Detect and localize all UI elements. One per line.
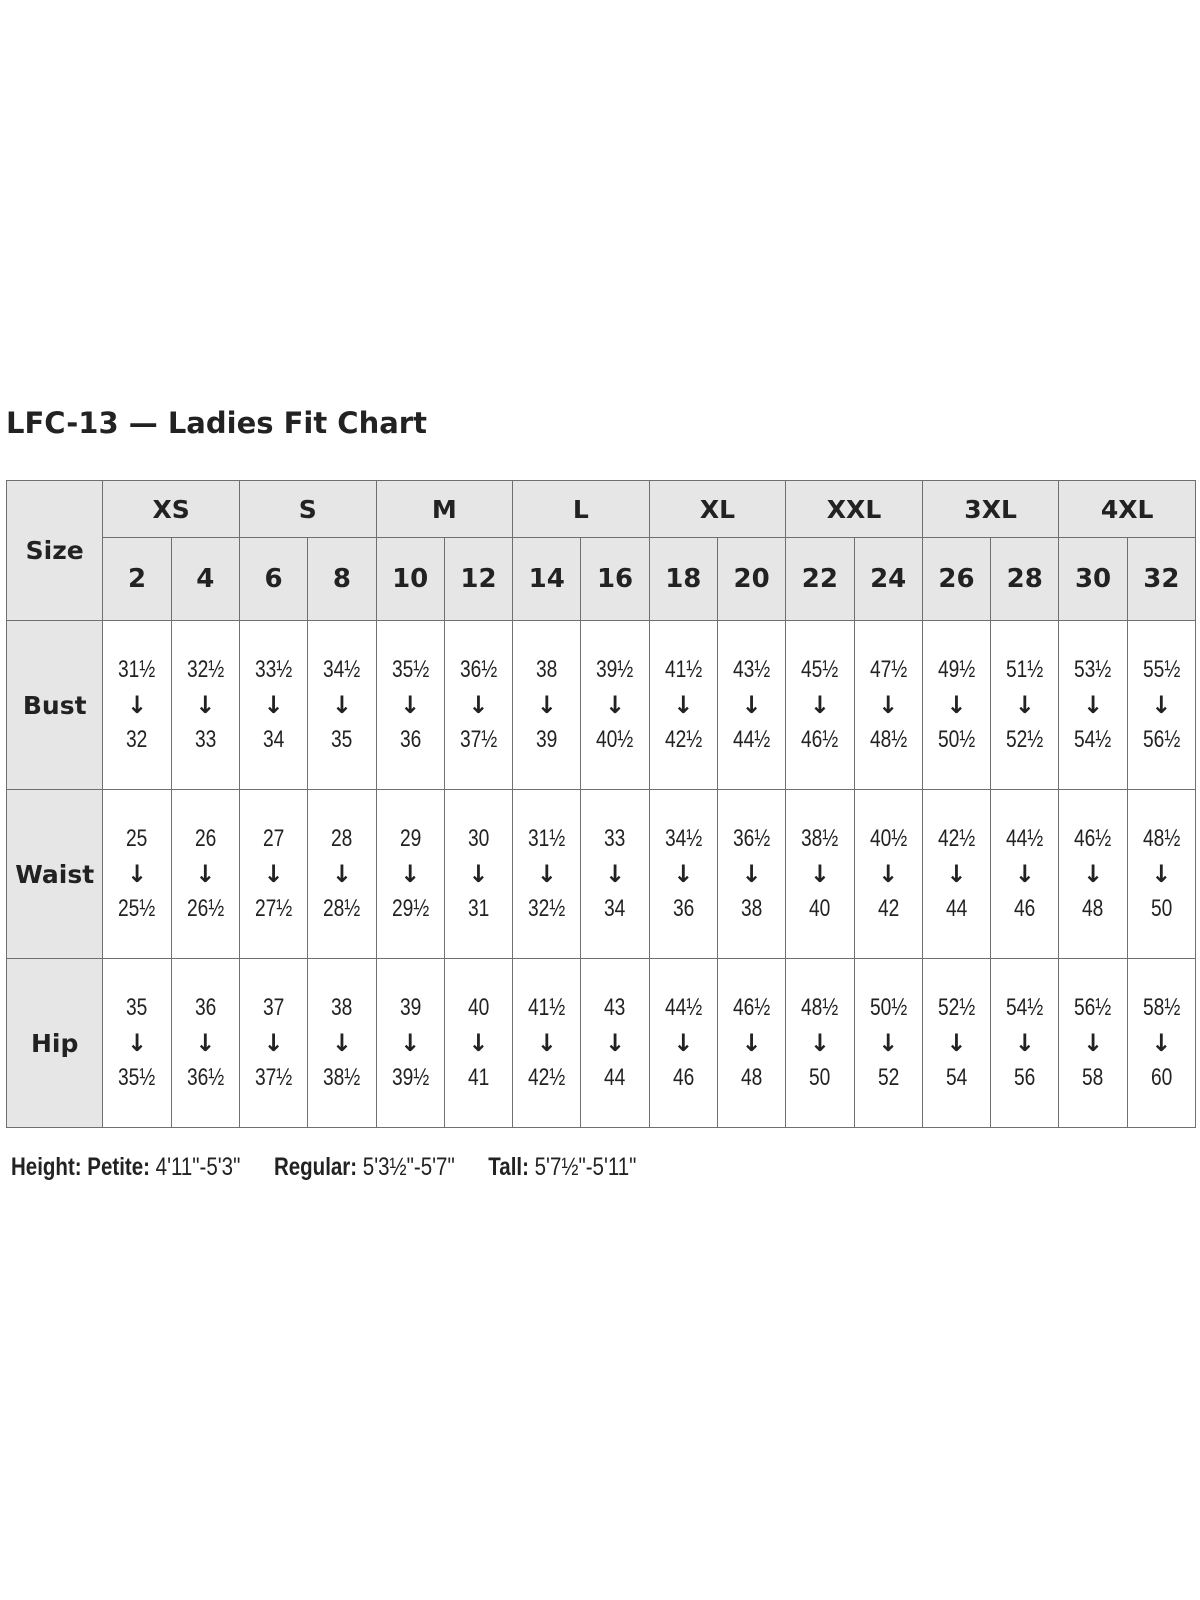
arrow-down-icon: ↓ [536, 860, 557, 888]
range-max: 46 [672, 1064, 694, 1091]
measurement-cell [376, 621, 444, 790]
measurement-row-hip [7, 959, 1196, 1128]
range-min: 36½ [732, 825, 771, 852]
arrow-down-icon: ↓ [1151, 860, 1172, 888]
measurement-cell [717, 959, 785, 1128]
measurement-cell [513, 621, 581, 790]
size-group-header: S [239, 481, 376, 538]
measurement-cell [1059, 621, 1127, 790]
measurement-row-waist [7, 790, 1196, 959]
range-min: 38½ [801, 825, 839, 852]
range-max: 34 [262, 726, 285, 753]
measurement-cell [717, 621, 785, 790]
measurement-cell [103, 790, 171, 959]
measurement-cell [239, 621, 307, 790]
tall-label: Tall: [488, 1153, 529, 1181]
range-max: 48 [1082, 895, 1104, 922]
range-max: 37½ [459, 726, 498, 753]
measurement-cell [581, 790, 649, 959]
arrow-down-icon: ↓ [126, 860, 148, 888]
range-max: 35½ [118, 1064, 156, 1091]
range-max: 42½ [528, 1064, 566, 1091]
size-header: Size [7, 481, 103, 621]
range-min: 42½ [937, 825, 976, 852]
size-number-header: 16 [581, 538, 649, 621]
height-label: Height: [11, 1153, 82, 1181]
size-number-header: 24 [854, 538, 922, 621]
range-min: 51½ [1006, 656, 1044, 683]
size-number-header: 32 [1127, 538, 1195, 621]
range-max: 60 [1150, 1064, 1173, 1091]
petite-label: Petite: [87, 1153, 150, 1181]
arrow-down-icon: ↓ [809, 1029, 830, 1057]
arrow-down-icon: ↓ [195, 860, 216, 888]
arrow-down-icon: ↓ [946, 1029, 967, 1057]
range-min: 37 [262, 994, 285, 1021]
size-number-header: 26 [922, 538, 990, 621]
arrow-down-icon: ↓ [331, 1029, 352, 1057]
range-min: 38 [536, 656, 558, 683]
measurement-cell [239, 790, 307, 959]
range-min: 36 [194, 994, 216, 1021]
measurement-cell [103, 959, 171, 1128]
arrow-down-icon: ↓ [741, 860, 762, 888]
range-max: 39 [536, 726, 558, 753]
range-max: 44½ [732, 726, 771, 753]
arrow-down-icon: ↓ [331, 691, 352, 719]
arrow-down-icon: ↓ [1082, 691, 1104, 719]
measurement-cell [1127, 959, 1195, 1128]
size-number-header: 18 [649, 538, 717, 621]
arrow-down-icon: ↓ [536, 1029, 557, 1057]
range-max: 25½ [118, 895, 156, 922]
range-min: 58½ [1142, 994, 1181, 1021]
range-min: 44½ [1006, 825, 1044, 852]
arrow-down-icon: ↓ [946, 860, 967, 888]
range-min: 46½ [732, 994, 771, 1021]
size-number-header: 30 [1059, 538, 1127, 621]
size-number-header: 10 [376, 538, 444, 621]
page-title: LFC-13 — Ladies Fit Chart [6, 406, 427, 440]
range-max: 37½ [254, 1064, 293, 1091]
measurement-cell [922, 621, 990, 790]
range-max: 50 [809, 1064, 831, 1091]
range-max: 38 [740, 895, 763, 922]
arrow-down-icon: ↓ [1014, 860, 1035, 888]
range-max: 35 [331, 726, 353, 753]
range-max: 52 [877, 1064, 899, 1091]
measurement-cell [991, 790, 1059, 959]
range-min: 31½ [528, 825, 566, 852]
range-min: 30 [467, 825, 490, 852]
range-max: 56 [1014, 1064, 1036, 1091]
arrow-down-icon: ↓ [604, 860, 626, 888]
size-number-header: 2 [103, 538, 171, 621]
range-min: 34½ [664, 825, 702, 852]
range-min: 26 [194, 825, 216, 852]
range-max: 46½ [801, 726, 839, 753]
arrow-down-icon: ↓ [195, 1029, 216, 1057]
arrow-down-icon: ↓ [468, 860, 489, 888]
measurement-cell [376, 790, 444, 959]
arrow-down-icon: ↓ [400, 691, 421, 719]
measurement-row-bust [7, 621, 1196, 790]
arrow-down-icon: ↓ [673, 860, 694, 888]
size-number-header: 22 [786, 538, 854, 621]
range-min: 40½ [869, 825, 907, 852]
arrow-down-icon: ↓ [468, 691, 489, 719]
range-min: 35½ [391, 656, 429, 683]
measurement-cell [581, 621, 649, 790]
range-max: 50 [1150, 895, 1173, 922]
range-max: 28½ [323, 895, 361, 922]
size-number-header: 20 [717, 538, 785, 621]
measurement-cell [991, 959, 1059, 1128]
range-max: 31 [467, 895, 490, 922]
arrow-down-icon: ↓ [741, 691, 762, 719]
range-min: 36½ [459, 656, 498, 683]
range-min: 47½ [869, 656, 907, 683]
measurement-cell [991, 621, 1059, 790]
arrow-down-icon: ↓ [1082, 1029, 1104, 1057]
range-min: 31½ [118, 656, 156, 683]
range-min: 35 [126, 994, 148, 1021]
measurement-cell [786, 790, 854, 959]
arrow-down-icon: ↓ [809, 860, 830, 888]
range-min: 45½ [801, 656, 839, 683]
range-max: 58 [1082, 1064, 1104, 1091]
regular-label: Regular: [273, 1153, 358, 1181]
measurement-cell [581, 959, 649, 1128]
measurement-cell [308, 959, 376, 1128]
range-max: 48 [740, 1064, 763, 1091]
size-group-header: L [513, 481, 650, 538]
arrow-down-icon: ↓ [536, 691, 557, 719]
measurement-cell [1127, 621, 1195, 790]
range-max: 29½ [391, 895, 429, 922]
range-max: 32½ [528, 895, 566, 922]
range-max: 39½ [391, 1064, 429, 1091]
arrow-down-icon: ↓ [400, 860, 421, 888]
row-label: Waist [7, 790, 103, 959]
size-group-header: XL [649, 481, 786, 538]
size-number-header: 8 [308, 538, 376, 621]
measurement-cell [171, 621, 239, 790]
measurement-cell [854, 621, 922, 790]
arrow-down-icon: ↓ [263, 1029, 284, 1057]
range-max: 33 [194, 726, 216, 753]
arrow-down-icon: ↓ [604, 691, 626, 719]
size-number-header: 12 [444, 538, 512, 621]
arrow-down-icon: ↓ [1151, 691, 1172, 719]
row-label: Hip [7, 959, 103, 1128]
arrow-down-icon: ↓ [468, 1029, 489, 1057]
range-min: 33½ [254, 656, 293, 683]
range-min: 39½ [596, 656, 634, 683]
arrow-down-icon: ↓ [946, 691, 967, 719]
range-max: 41 [467, 1064, 490, 1091]
size-number-header: 28 [991, 538, 1059, 621]
arrow-down-icon: ↓ [195, 691, 216, 719]
regular-value: 5'3½"-5'7" [362, 1153, 455, 1181]
range-min: 25 [126, 825, 148, 852]
arrow-down-icon: ↓ [1014, 1029, 1035, 1057]
size-number-header: 6 [239, 538, 307, 621]
range-max: 42½ [664, 726, 702, 753]
measurement-cell [854, 790, 922, 959]
range-max: 52½ [1006, 726, 1044, 753]
measurement-cell [1127, 790, 1195, 959]
range-min: 28 [331, 825, 353, 852]
range-min: 32½ [186, 656, 224, 683]
range-min: 29 [399, 825, 421, 852]
height-footer [11, 1153, 636, 1182]
range-min: 50½ [869, 994, 907, 1021]
range-min: 39 [399, 994, 421, 1021]
arrow-down-icon: ↓ [878, 691, 899, 719]
arrow-down-icon: ↓ [809, 691, 830, 719]
arrow-down-icon: ↓ [604, 1029, 626, 1057]
measurement-cell [922, 790, 990, 959]
range-max: 46 [1014, 895, 1036, 922]
range-min: 44½ [664, 994, 702, 1021]
range-max: 48½ [869, 726, 907, 753]
range-min: 48½ [1142, 825, 1181, 852]
measurement-cell [717, 790, 785, 959]
range-max: 44 [945, 895, 968, 922]
measurement-cell [513, 959, 581, 1128]
arrow-down-icon: ↓ [126, 691, 148, 719]
range-min: 43 [604, 994, 626, 1021]
measurement-cell [444, 959, 512, 1128]
arrow-down-icon: ↓ [1014, 691, 1035, 719]
measurement-cell [308, 621, 376, 790]
range-min: 40 [467, 994, 490, 1021]
range-max: 27½ [254, 895, 293, 922]
range-max: 42 [877, 895, 899, 922]
size-number-header: 14 [513, 538, 581, 621]
range-min: 54½ [1006, 994, 1044, 1021]
measurement-cell [922, 959, 990, 1128]
arrow-down-icon: ↓ [741, 1029, 762, 1057]
size-group-header: XXL [786, 481, 923, 538]
measurement-cell [649, 959, 717, 1128]
range-min: 46½ [1074, 825, 1112, 852]
range-max: 26½ [186, 895, 224, 922]
measurement-cell [649, 790, 717, 959]
measurement-cell [513, 790, 581, 959]
range-min: 41½ [528, 994, 566, 1021]
range-max: 32 [126, 726, 148, 753]
size-group-header: XS [103, 481, 240, 538]
measurement-cell [239, 959, 307, 1128]
range-max: 56½ [1142, 726, 1181, 753]
range-min: 27 [262, 825, 285, 852]
range-min: 41½ [664, 656, 702, 683]
measurement-cell [1059, 959, 1127, 1128]
arrow-down-icon: ↓ [1082, 860, 1104, 888]
petite-value: 4'11"-5'3" [155, 1153, 241, 1181]
range-min: 53½ [1074, 656, 1112, 683]
tall-value: 5'7½"-5'11" [534, 1153, 637, 1181]
measurement-cell [786, 621, 854, 790]
range-max: 40½ [596, 726, 634, 753]
arrow-down-icon: ↓ [1151, 1029, 1172, 1057]
row-label: Bust [7, 621, 103, 790]
range-min: 33 [604, 825, 626, 852]
arrow-down-icon: ↓ [263, 860, 284, 888]
range-min: 52½ [937, 994, 976, 1021]
size-group-header: M [376, 481, 513, 538]
measurement-cell [171, 790, 239, 959]
range-max: 36½ [186, 1064, 224, 1091]
measurement-cell [1059, 790, 1127, 959]
measurement-cell [786, 959, 854, 1128]
measurement-cell [103, 621, 171, 790]
range-max: 34 [604, 895, 626, 922]
size-number-header-row [7, 538, 1196, 621]
range-max: 36 [672, 895, 694, 922]
measurement-cell [376, 959, 444, 1128]
range-max: 50½ [937, 726, 976, 753]
size-group-header: 4XL [1059, 481, 1196, 538]
range-min: 38 [331, 994, 353, 1021]
range-max: 38½ [323, 1064, 361, 1091]
range-min: 48½ [801, 994, 839, 1021]
arrow-down-icon: ↓ [878, 1029, 899, 1057]
range-min: 43½ [732, 656, 771, 683]
range-min: 34½ [323, 656, 361, 683]
arrow-down-icon: ↓ [673, 691, 694, 719]
arrow-down-icon: ↓ [878, 860, 899, 888]
arrow-down-icon: ↓ [400, 1029, 421, 1057]
size-number-header: 4 [171, 538, 239, 621]
arrow-down-icon: ↓ [673, 1029, 694, 1057]
measurement-cell [308, 790, 376, 959]
measurement-cell [171, 959, 239, 1128]
range-max: 54 [945, 1064, 968, 1091]
range-max: 36 [399, 726, 421, 753]
size-group-header: 3XL [922, 481, 1059, 538]
range-min: 56½ [1074, 994, 1112, 1021]
arrow-down-icon: ↓ [331, 860, 352, 888]
size-group-header-row [7, 481, 1196, 538]
fit-chart-table [6, 480, 1196, 1128]
measurement-cell [854, 959, 922, 1128]
measurement-cell [649, 621, 717, 790]
range-max: 40 [809, 895, 831, 922]
range-max: 44 [604, 1064, 626, 1091]
arrow-down-icon: ↓ [263, 691, 284, 719]
measurement-cell [444, 621, 512, 790]
range-max: 54½ [1074, 726, 1112, 753]
measurement-cell [444, 790, 512, 959]
range-min: 49½ [937, 656, 976, 683]
arrow-down-icon: ↓ [126, 1029, 148, 1057]
range-min: 55½ [1142, 656, 1181, 683]
